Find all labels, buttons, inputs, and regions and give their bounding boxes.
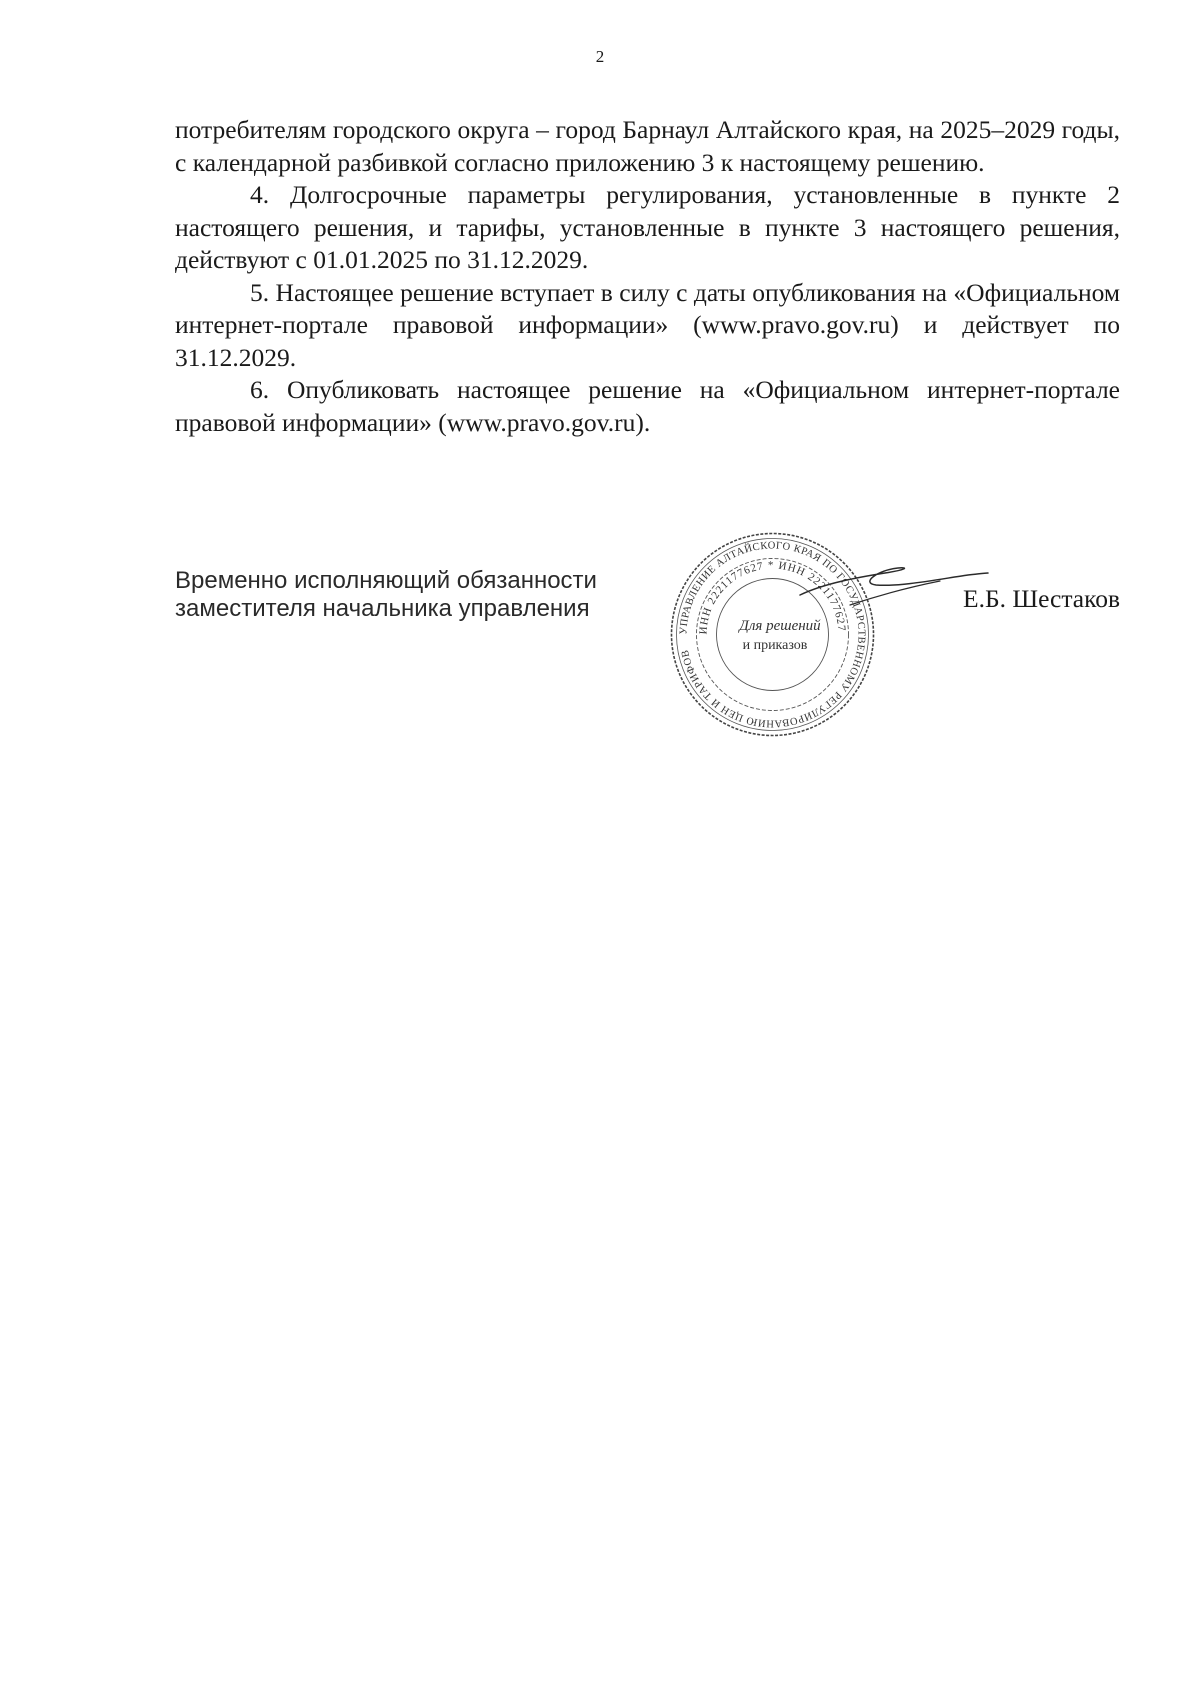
paragraph-continuation: потребителям городского округа – город Барнаул Алтайского края, на 2025–2029 годы, с календарной разбивкой согласно приложению 3 к настоящему решению. bbox=[175, 115, 1120, 177]
document-body bbox=[175, 114, 1120, 439]
signer-position bbox=[175, 567, 597, 623]
signature-block bbox=[175, 540, 1120, 747]
signer-position-line2: заместителя начальника управления bbox=[175, 595, 590, 622]
handwritten-signature bbox=[790, 537, 990, 627]
seal-center-line1: Для решений bbox=[739, 618, 821, 634]
signer-name: Е.Б. Шестаков bbox=[963, 584, 1120, 613]
seal-center-line2: и приказов bbox=[742, 638, 808, 653]
seal-outer-ring-text: УПРАВЛЕНИЕ АЛТАЙСКОГО КРАЯ ПО ГОСУДАРСТВЕННОМУ РЕГУЛИРОВАНИЮ ЦЕН И ТАРИФОВ bbox=[678, 540, 867, 729]
page-number: 2 bbox=[595, 47, 605, 66]
seal-inner-ring-text: ИНН 2221177627 * ИНН 2221177627 bbox=[697, 559, 848, 635]
paragraph-item-5: 5. Настоящее решение вступает в силу с даты опубликования на «Официальном интернет-портале правовой информации» (www.pravo.gov.ru) и действует по 31.12.2029. bbox=[175, 277, 1120, 372]
paragraph-item-6: 6. Опубликовать настоящее решение на «Официальном интернет-портале правовой информации» (www.pravo.gov.ru). bbox=[175, 375, 1120, 437]
signer-position-line1: Временно исполняющий обязанности bbox=[175, 567, 597, 594]
paragraph-item-4: 4. Долгосрочные параметры регулирования, установленные в пункте 2 настоящего решения, и тарифы, установленные в пункте 3 настоящего решения, действуют с 01.01.2025 по 31.12.2029. bbox=[175, 180, 1120, 274]
